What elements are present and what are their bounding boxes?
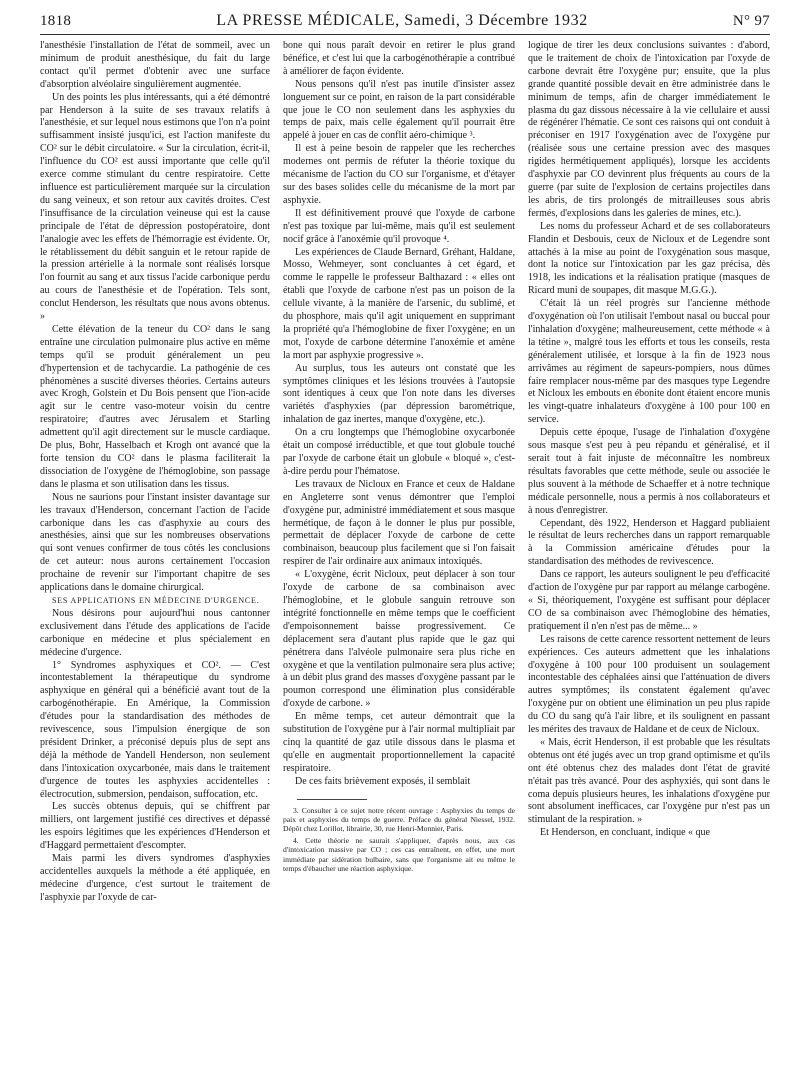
paragraph: Nous désirons pour aujourd'hui nous cantonner exclusivement dans l'étude des applications de l'acide carbonique en médecine et plus spécialement en médecine d'urgence. <box>40 607 270 658</box>
paragraph: Depuis cette époque, l'usage de l'inhalation d'oxygène sous masque s'est peu à peu répandu et généralisé, et il serait tout à fait injuste de méconnaître les nombreux résultats favorables que cette méthode, seule ou associée le plus souvent à la méthode de Schaeffer et à notre technique médicale personnelle, nous a permis à nos collaborateurs et à nous d'enregistrer. <box>528 427 770 516</box>
paragraph: bone qui nous paraît devoir en retirer le plus grand bénéfice, et c'est lui que la carbogénothérapie a contribué à améliorer de façon évidente. <box>283 40 515 77</box>
page-number: 1818 <box>40 13 72 29</box>
text-column-2 <box>283 40 515 1070</box>
paragraph: C'était là un réel progrès sur l'ancienne méthode d'oxygénation où l'on utilisait l'embout nasal ou buccal pour l'inhalation d'oxygène; malheureusement, cette méthode « à la tétine », malgré tous les efforts et tous les conseils, resta généralement utilisée, et lorsque à la fin de 1923 nous arrivâmes au régiment de sapeurs-pompiers, nous dûmes faire remplacer nous-même par des masques type Legendre et Nicloux les embouts en ébonite dont étaient encore munis les vingt-quatre inhalateurs d'oxygène à 100 pour 100 en service. <box>528 298 770 426</box>
paragraph: Mais parmi les divers syndromes d'asphyxies accidentelles auxquels la méthode a été appliquée, en médecine d'urgence, c'est surtout le traitement de l'asphyxie par l'oxyde de car- <box>40 853 270 903</box>
text-column-1 <box>40 40 270 1070</box>
header-rule <box>40 34 770 35</box>
paragraph: Au surplus, tous les auteurs ont constaté que les symptômes cliniques et les lésions trouvées à l'autopsie sont identiques à ceux que l'on note dans les diverses variétés d'asphyxies (par dépression barométrique, inhalation de gaz inertes, manque d'oxygène, etc.). <box>283 362 515 426</box>
paragraph: Les noms du professeur Achard et de ses collaborateurs Flandin et Desbouis, ceux de Nicloux et de Legendre sont attachés à la mise au point de l'oxygénation sous masque, dont la notice sur l'intoxication par les gaz précisa, dès 1918, les indications et la réalisation pratique (masques de Ricard muni de soupapes, dit masque M.G.G.). <box>528 220 770 297</box>
paragraph: « L'oxygène, écrit Nicloux, peut déplacer à son tour l'oxyde de carbone de sa combinaison avec l'hémoglobine, et le globule sanguin retrouve son intégrité fonctionnelle en même temps que le coefficient d'empoisonnement baisse progressivement. Ce déplacement sera d'autant plus rapide que le gaz qui pénétrera dans l'alvéole pulmonaire sera plus riche en oxygène et que la ventilation pulmonaire sera plus active; à un débit plus grand des masses d'oxygène passant par le poumon correspond une élimination plus considérable d'oxyde de carbone. » <box>283 569 515 710</box>
paragraph: Nous ne saurions pour l'instant insister davantage sur les travaux d'Henderson, concernant l'action de l'acide carbonique dans les cas d'asphyxie au cours des anesthésies, ainsi que sur les nombreuses observations qui sont venues confirmer de tous côtés les conclusions de cet auteur: nous aurons certainement l'occasion prochaine de revenir sur l'important chapitre de ses applications dans le domaine chirurgical. <box>40 491 270 594</box>
paragraph: Les succès obtenus depuis, qui se chiffrent par milliers, ont largement justifié ces directives et dépassé les espoirs légitimes que les expériences d'Henderson et d'Haggard permettaient d'escompter. <box>40 801 270 852</box>
paragraph: Les expériences de Claude Bernard, Gréhant, Haldane, Mosso, Wehmeyer, sont concluantes à cet égard, et comme le rappelle le professeur Balthazard : « elles ont établi que l'oxyde de carbone n'est pas un poison de la cellule vivante, à la manière de l'arsenic, du sublimé, et du phosphore, mais qu'il agit uniquement en supprimant la propriété qu'a l'hémoglobine de fixer l'oxygène; en un mot, l'oxyde de carbone détermine l'anoxémie et amène la mort par asphyxie progressive ». <box>283 246 515 361</box>
page-header <box>40 12 770 34</box>
paragraph: Cependant, dès 1922, Henderson et Haggard publiaient le résultat de leurs recherches dans un rapport remarquable à la Commission américaine d'études pour la standardisation des méthodes de revivescence. <box>528 517 770 568</box>
paragraph: Nous pensons qu'il n'est pas inutile d'insister assez longuement sur ce point, en raison de la part considérable que joue le CO non seulement dans les asphyxies du temps de paix, mais celle également qu'il pourrait être appelé à jouer en cas de conflit aéro-chimique ³. <box>283 78 515 142</box>
section-heading: SES APPLICATIONS EN MÉDECINE D'URGENCE. <box>52 595 260 605</box>
paragraph: En même temps, cet auteur démontrait que la substitution de l'oxygène pur à l'air normal multipliait par cinq la quantité de gaz utile dissous dans le plasma et qu'elle en augmentait proportionnellement la capacité respiratoire. <box>283 711 515 774</box>
paragraph: Il est définitivement prouvé que l'oxyde de carbone n'est pas toxique par lui-même, mais qu'il est seulement nocif grâce à l'anoxémie qu'il provoque ⁴. <box>283 207 515 245</box>
paragraph: Dans ce rapport, les auteurs soulignent le peu d'efficacité d'action de l'oxygène pur par rapport au mélange carbogène. « Si, théoriquement, l'oxygène est suffisant pour déplacer CO de sa combinaison avec l'hémoglobine des hématies, pratiquement il n'en n'est pas de même... » <box>528 569 770 632</box>
footnote-rule <box>297 799 367 800</box>
paragraph: 1° Syndromes asphyxiques et CO². — C'est incontestablement la thérapeutique du syndrome asphyxique en général qui a bénéficié avant tout de la carbogénothérapie. En Amérique, la Commission d'études pour la standardisation des méthodes de revivescence, sous l'impulsion énergique de son président Drinker, a préconisé depuis plus de sept ans déjà la méthode de Yandell Henderson, non seulement dans l'intoxication oxycarbonée, mais dans le traitement d'urgence de toutes les asphyxies accidentelles : électrocution, submersion, pendaison, suffocation, etc. <box>40 659 270 800</box>
paragraph: De ces faits brièvement exposés, il semblait <box>295 775 471 787</box>
footnotes <box>283 806 515 874</box>
issue-number: N° 97 <box>732 13 770 29</box>
paragraph: On a cru longtemps que l'hémoglobine oxycarbonée était un composé irréductible, et que tout globule touché par l'oxyde de carbone était un globule « bloqué », c'est-à-dire perdu pour l'hématose. <box>283 427 515 477</box>
paragraph: Les travaux de Nicloux en France et ceux de Haldane en Angleterre sont venus démontrer que l'emploi d'oxygène pur, administré immédiatement et sous masque hermétique, de façon à le donner le plus pur possible, permettait de déplacer l'oxyde de carbone de cette combinaison, beaucoup plus facilement que si l'on faisait respirer de l'air ordinaire aux animaux intoxiqués. <box>283 478 515 568</box>
paragraph: Et Henderson, en concluant, indique « que <box>540 827 710 839</box>
paragraph: logique de tirer les deux conclusions suivantes : d'abord, que le traitement de choix de l'intoxication par l'oxyde de carbone devrait être l'oxygène pur; ensuite, que la plus grande quantité possible devait en être administrée dans le minimum de temps, afin de charger immédiatement le plasma du gaz dissous nécessaire à la vie cellulaire et aussi de régénérer l'hématie. Ce sont ces raisons qui ont conduit à préconiser en 1917 l'oxygénation avec de l'oxygène pur (réalisée sous une certaine pression avec des masques rigides hermétiquement appliqués), lorsque les accidents d'asphyxie par CO devinrent plus fréquents au cours de la guerre (par suite de l'explosion de certains projectiles dans les abris, de tirs prolongés de mitrailleuses sous abris fermés, d'explosions dans les galeries de mines, etc.). <box>528 40 770 219</box>
paragraph: « Mais, écrit Henderson, il est probable que les résultats obtenus ont été jugés avec un trop grand optimisme et qu'ils ont été obtenus chez des malades dont l'état de gravité n'était pas très avancé. Pour des asphyxiés, qui sont dans le coma depuis plusieurs heures, les inhalations d'oxygène pur sont absolument inefficaces, car l'oxygène pur n'est pas un stimulant de la respiration. » <box>528 736 770 826</box>
paragraph: Cette élévation de la teneur du CO² dans le sang entraîne une circulation pulmonaire plus active en même temps qu'il se produit généralement un peu d'hypertension et de tachycardie. La pathogénie de ces phénomènes a suscité diverses théories. Certains auteurs avec Krogh, Golstein et Du Bois pensent que l'ion-acide agit sur le centre vaso-moteur voisin du centre respiratoire; d'autres avec Jérusalem et Starling admettent qu'il agit directement sur le muscle cardiaque. De plus, Bohr, Hasselbach et Krogh ont avancé que la forte tension du CO² dans le plasma faciliterait la dissociation de l'oxygène de l'hémoglobine, son passage dans le plasma et son utilisation dans les tissus. <box>40 323 270 490</box>
paragraph: Les raisons de cette carence ressortent nettement de leurs expériences. Ces auteurs admettent que les inhalations d'oxygène à 100 pour 100 produisent un soulagement incontestable des céphalées ainsi que l'atténuation de divers autres symptômes; ils constatent également qu'avec l'oxygène pur on obtient une élimination un peu plus rapide du CO du sang qu'à l'air libre, et ils soulignent en passant les mérites des travaux de Haldane et de ceux de Nicloux. <box>528 633 770 736</box>
paragraph: Un des points les plus intéressants, qui a été démontré par Henderson à la suite de ses travaux relatifs à l'anesthésie, et sur lequel nous estimons que l'on n'a point suffisamment insisté jusqu'ici, est l'action manifeste du CO² sur le débit circulatoire. « Sur la circulation, écrit-il, l'influence du CO² est aussi importante que celle qu'il exerce comme stimulant du centre respiratoire. Cette influence est particulièrement marquée sur la circulation du sang veineux, et son retour aux cavités droites. C'est l'insuffisance de la circulation veineuse qui est la cause principale de l'état de dépression postopératoire, dont l'analogie avec les effets de l'hémorragie est évidente. Or, le rétablissement du débit sanguin et le retour rapide de la pression artérielle à la normale sont réalisés lorsque l'on fournit au sang et aux tissus l'acide carbonique perdu au cours de l'anesthésie et de l'opération. Tels sont, conclut Henderson, les résultats que nous avons obtenus. » <box>40 91 270 323</box>
journal-title: LA PRESSE MÉDICALE, Samedi, 3 Décembre 1932 <box>216 12 588 29</box>
paragraph: l'anesthésie l'installation de l'état de sommeil, avec un minimum de produit anesthésique, du fait du large contact qu'il permet d'obtenir avec une surface d'absorption alvéolaire singulièrement augmentée. <box>40 40 270 90</box>
text-column-3 <box>528 40 770 1070</box>
footnote: 3. Consulter à ce sujet notre récent ouvrage : Asphyxies du temps de paix et asphyxies du temps de guerre. Préface du général Niessel, 1932. Dépôt chez Lorillot, librairie, 30, rue Henri-Monnier, Paris. <box>283 805 515 834</box>
footnote: 4. Cette théorie ne saurait s'appliquer, d'après nous, aux cas d'intoxication massive par CO ; ces cas entraînent, en effet, une mort immédiate par sidération bulbaire, sans que l'organisme ait eu même le temps d'ébaucher une réaction asphyxique. <box>283 835 515 873</box>
paragraph: Il est à peine besoin de rappeler que les recherches modernes ont permis de réfuter la théorie toxique du mécanisme de l'action du CO sur l'organisme, et d'étayer sur des bases solides celle du mécanisme de la mort par asphyxie. <box>283 143 515 206</box>
